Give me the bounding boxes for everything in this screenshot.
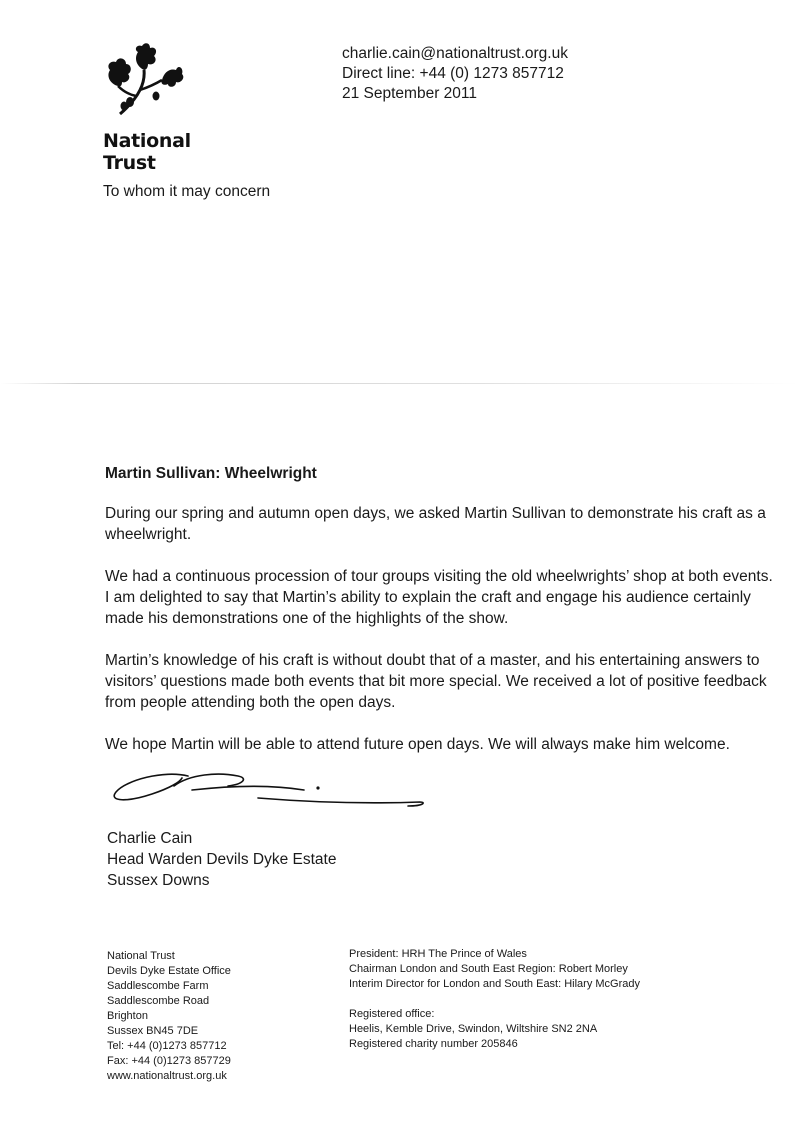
- footer-registered-office-address: Heelis, Kemble Drive, Swindon, Wiltshire SN2 2NA: [349, 1023, 598, 1035]
- brand-line-2: Trust: [103, 152, 156, 174]
- oak-leaf-icon: [100, 40, 184, 124]
- footer-line: Saddlescombe Road: [107, 995, 210, 1007]
- footer-chairman: Chairman London and South East Region: Robert Morley: [349, 963, 628, 975]
- letter-body: [105, 503, 775, 776]
- letter-date: 21 September 2011: [342, 85, 478, 102]
- footer-line: Devils Dyke Estate Office: [107, 965, 231, 977]
- signer-region: Sussex Downs: [107, 872, 210, 889]
- footer-director: Interim Director for London and South East: Hilary McGrady: [349, 978, 641, 990]
- footer-fax: Fax: +44 (0)1273 857729: [107, 1055, 231, 1067]
- brand-logo-text: [103, 130, 191, 174]
- signer-name: Charlie Cain: [107, 830, 193, 847]
- salutation: To whom it may concern: [103, 183, 271, 200]
- sender-email: charlie.cain@nationaltrust.org.uk: [342, 45, 568, 62]
- footer-president: President: HRH The Prince of Wales: [349, 948, 527, 960]
- footer-officers: [349, 947, 640, 1052]
- signer-block: [107, 828, 336, 891]
- footer-website: www.nationaltrust.org.uk: [107, 1070, 227, 1082]
- fold-line: [0, 383, 800, 384]
- body-paragraph: During our spring and autumn open days, we asked Martin Sullivan to demonstrate his craft as a wheelwright.: [105, 505, 766, 543]
- footer-phone: Tel: +44 (0)1273 857712: [107, 1040, 227, 1052]
- footer-line: Brighton: [107, 1010, 148, 1022]
- sender-block: [342, 44, 568, 104]
- footer-registered-office-label: Registered office:: [349, 1008, 435, 1020]
- footer-line: Saddlescombe Farm: [107, 980, 209, 992]
- footer-line: National Trust: [107, 950, 175, 962]
- footer-line: Sussex BN45 7DE: [107, 1025, 199, 1037]
- footer-charity-number: Registered charity number 205846: [349, 1038, 518, 1050]
- letter-subject: Martin Sullivan: Wheelwright: [105, 465, 317, 482]
- body-paragraph: We had a continuous procession of tour groups visiting the old wheelwrights’ shop at both events. I am delighted to say that Martin’s ability to explain the craft and engage his audience certainly made his demonstrations one of the highlights of the show.: [105, 568, 773, 627]
- sender-direct-line: Direct line: +44 (0) 1273 857712: [342, 65, 564, 82]
- handwritten-signature: [108, 768, 428, 818]
- body-paragraph: We hope Martin will be able to attend future open days. We will always make him welcome.: [105, 736, 730, 753]
- body-paragraph: Martin’s knowledge of his craft is without doubt that of a master, and his entertaining answers to visitors’ questions made both events that bit more special. We received a lot of positive feedback from people attending both the open days.: [105, 652, 767, 711]
- footer-address: [107, 949, 231, 1084]
- brand-line-1: National: [103, 130, 191, 152]
- signer-title: Head Warden Devils Dyke Estate: [107, 851, 337, 868]
